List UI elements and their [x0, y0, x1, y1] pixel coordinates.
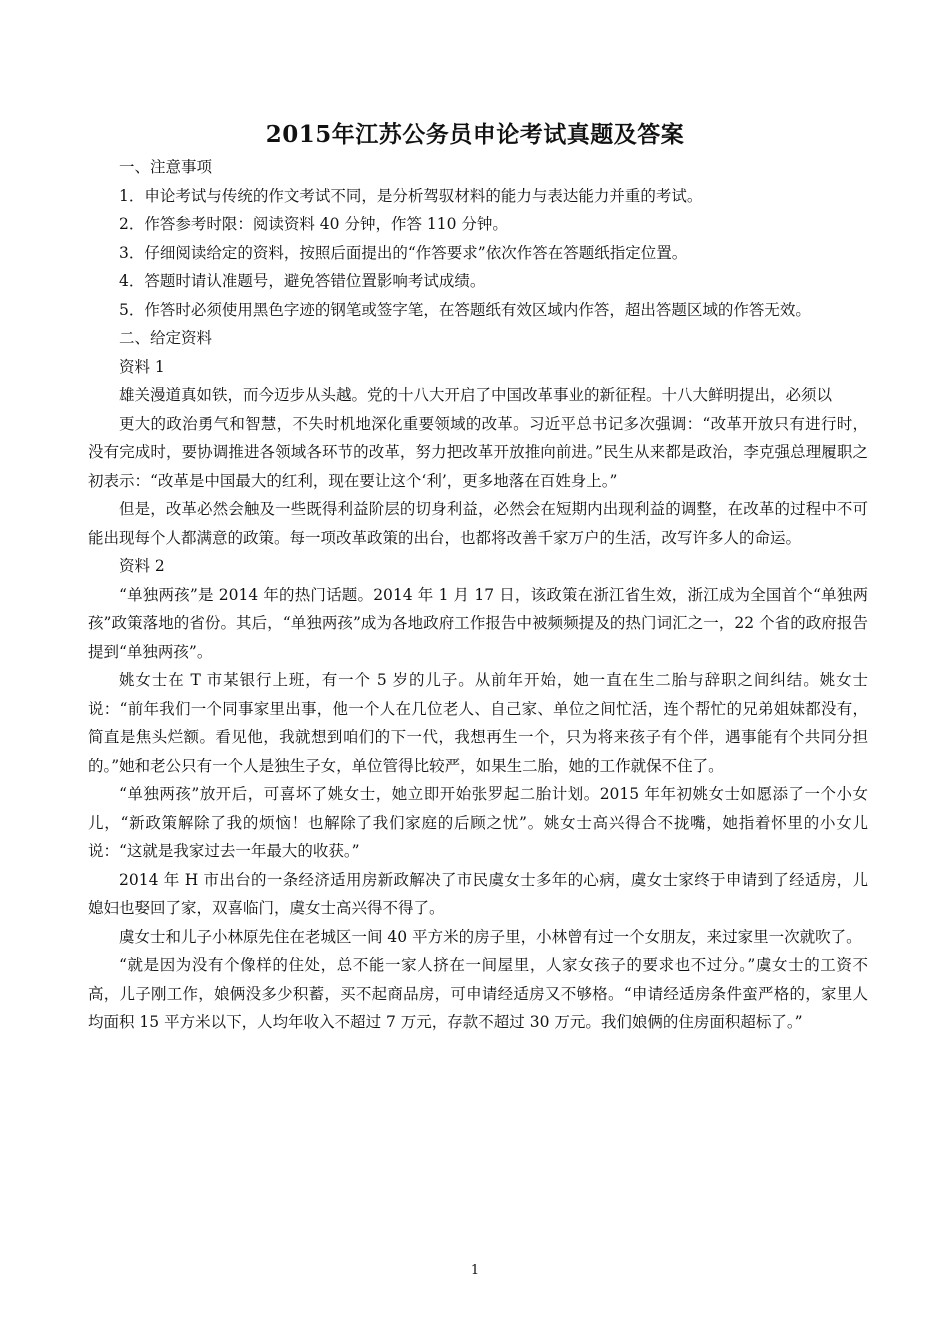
document-body	[88, 153, 868, 1037]
paragraph-material-1-b: 更大的政治勇气和智慧，不失时机地深化重要领域的改革。习近平总书记多次强调：“改革开放只有进行时，没有完成时，要协调推进各领域各环节的改革，努力把改革开放推向前进。”民生从来都是政治，李克强总理履职之初表示：“改革是中国最大的红利，现在要让这个‘利’，更多地落在百姓身上。”	[88, 414, 868, 490]
paragraph-notice-heading: 一、注意事项	[119, 158, 213, 176]
paragraph-notice-5: 5．作答时必须使用黑色字迹的钢笔或签字笔，在答题纸有效区域内作答，超出答题区域的作答无效。	[119, 300, 811, 319]
paragraph-material-2-label: 资料 2	[119, 557, 165, 575]
paragraph-material-2-e: 虞女士和儿子小林原先住在老城区一间 40 平方米的房子里，小林曾有过一个女朋友，来过家里一次就吹了。	[119, 927, 862, 946]
paragraph-notice-4: 4．答题时请认准题号，避免答错位置影响考试成绩。	[119, 272, 486, 290]
document-title: 2015年江苏公务员申论考试真题及答案	[265, 121, 685, 148]
paragraph-notice-1: 1．申论考试与传统的作文考试不同，是分析驾驭材料的能力与表达能力并重的考试。	[119, 186, 703, 205]
paragraph-material-2-c: “单独两孩”放开后，可喜坏了姚女士，她立即开始张罗起二胎计划。2015 年年初姚女士如愿添了一个小女儿，“新政策解除了我的烦恼！也解除了我们家庭的后顾之忧”。姚女士高兴得合不拢嘴，她指着怀里的小女儿说：“这就是我家过去一年最大的收获。”	[88, 785, 868, 860]
paragraph-material-1-c: 但是，改革必然会触及一些既得利益阶层的切身利益，必然会在短期内出现利益的调整，在改革的过程中不可能出现每个人都满意的政策。每一项改革政策的出台，也都将改善千家万户的生活，改写许多人的命运。	[88, 500, 868, 547]
paragraph-material-1-a: 雄关漫道真如铁，而今迈步从头越。党的十八大开启了中国改革事业的新征程。十八大鲜明提出，必须以	[119, 386, 833, 404]
paragraph-material-2-d: 2014 年 H 市出台的一条经济适用房新政解决了市民虞女士多年的心病，虞女士家终于申请到了经适房，儿媳妇也娶回了家，双喜临门，虞女士高兴得不得了。	[88, 870, 868, 917]
paragraph-materials-heading: 二、给定资料	[119, 329, 213, 347]
paragraph-notice-2: 2．作答参考时限：阅读资料 40 分钟，作答 110 分钟。	[119, 215, 508, 233]
paragraph-material-1-label: 资料 1	[119, 357, 165, 376]
paragraph-notice-3: 3．仔细阅读给定的资料，按照后面提出的“作答要求”依次作答在答题纸指定位置。	[119, 243, 688, 262]
paragraph-material-2-a: “单独两孩”是 2014 年的热门话题。2014 年 1 月 17 日，该政策在浙江省生效，浙江成为全国首个“单独两孩”政策落地的省份。其后，“单独两孩”成为各地政府工作报告中被频频提及的热门词汇之一，22 个省的政府报告提到“单独两孩”。	[88, 585, 868, 661]
paragraph-material-2-b: 姚女士在 T 市某银行上班，有一个 5 岁的儿子。从前年开始，她一直在生二胎与辞职之间纠结。姚女士说：“前年我们一个同事家里出事，他一个人在几位老人、自己家、单位之间忙活，连个帮忙的兄弟姐妹都没有，简直是焦头烂额。看见他，我就想到咱们的下一代，我想再生一个，只为将来孩子有个伴，遇事能有个共同分担的。”她和老公只有一个人是独生子女，单位管得比较严，如果生二胎，她的工作就保不住了。	[88, 671, 868, 775]
page-number: 1	[470, 1263, 480, 1278]
paragraph-material-2-f: “就是因为没有个像样的住处，总不能一家人挤在一间屋里，人家女孩子的要求也不过分。”虞女士的工资不高，儿子刚工作，娘俩没多少积蓄，买不起商品房，可申请经适房又不够格。“申请经适房条件蛮严格的，家里人均面积 15 平方米以下，人均年收入不超过 7 万元，存款不超过 30 万元。我们娘俩的住房面积超标了。”	[88, 956, 868, 1031]
